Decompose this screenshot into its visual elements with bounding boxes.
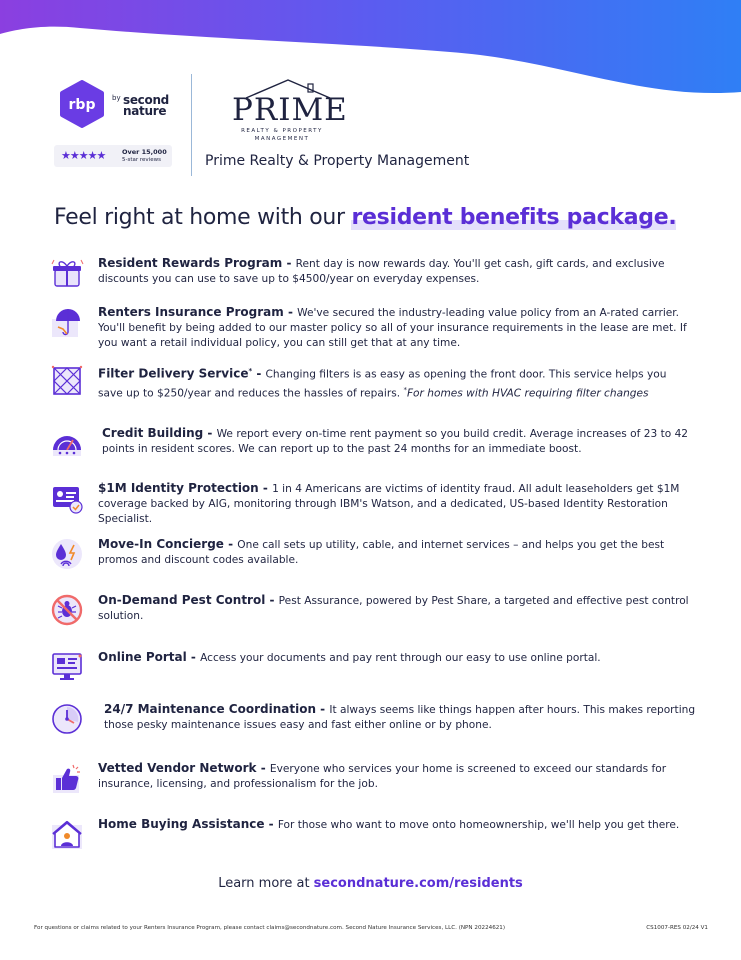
page-headline — [54, 205, 676, 230]
footer-disclaimer: For questions or claims related to your Renters Insurance Program, please contact claims@secondnature.com. Second Nature Insurance Services, LLC. (NPN 20224621) — [34, 925, 506, 931]
benefit-title-mark: * — [248, 367, 253, 375]
benefit-body: It always seems like things happen after hours. This makes reporting those pesky maintenance issues easy and fast either online or by phone. — [104, 704, 696, 731]
benefit-title-dash: - — [252, 366, 266, 381]
monitor-icon — [50, 650, 84, 684]
benefit-note: For homes with HVAC requiring filter changes — [406, 387, 649, 400]
learn-more — [0, 876, 741, 891]
benefit-title: Vetted Vendor Network - — [98, 761, 270, 775]
benefit-text — [98, 364, 693, 401]
gift-icon — [50, 256, 84, 290]
credit-gauge-icon — [50, 426, 84, 460]
benefit-body: We've secured the industry-leading value policy from an A-rated carrier. You'll benefit by being added to our master policy so all of your insurance requirements in the lease are met. If you want a retail individual policy, you can still get that at any time. — [98, 307, 687, 349]
prime-logo-subtitle-1: REALTY & PROPERTY — [241, 128, 323, 134]
benefit-title: Resident Rewards Program - — [98, 256, 296, 270]
id-card-icon — [50, 481, 84, 515]
benefit-body: 1 in 4 Americans are victims of identity fraud. All adult leaseholders get $1M coverage backed by AIG, monitoring through IBM's Watson, and a dedicated, US-based Identity Restoration Specialist. — [98, 483, 680, 525]
learn-more-link[interactable]: secondnature.com/residents — [313, 876, 523, 891]
benefit-text — [98, 256, 693, 287]
benefit-title: On-Demand Pest Control - — [98, 593, 279, 607]
benefit-body: Changing filters is as easy as opening the front door. This service helps you save up to $250/year and reduces the hassles of repairs. — [98, 368, 667, 400]
benefit-text — [98, 305, 693, 351]
benefit-text — [98, 761, 693, 792]
benefit-text — [98, 593, 693, 624]
benefit-body: Pest Assurance, powered by Pest Share, a targeted and effective pest control solution. — [98, 595, 689, 622]
prime-logo-subtitle-2: MANAGEMENT — [254, 136, 310, 142]
star-rating: ★★★★★ — [61, 149, 106, 162]
thumbs-up-icon — [50, 761, 84, 795]
rbp-by: by — [112, 94, 121, 102]
footer-code: CS1007-RES 02/24 V1 — [646, 925, 708, 931]
benefit-body: Everyone who services your home is screened to exceed our standards for insurance, licensing, and professionalism for the job. — [98, 763, 667, 790]
benefit-body: Access your documents and pay rent through our easy to use online portal. — [200, 652, 601, 664]
benefit-title: Online Portal - — [98, 650, 201, 664]
rbp-logo — [58, 80, 106, 128]
no-bug-icon — [50, 593, 84, 627]
second-nature-wordmark — [123, 95, 169, 117]
clock-icon — [50, 702, 84, 736]
learn-more-lead: Learn more at — [218, 876, 314, 891]
benefit-text — [98, 650, 693, 666]
utilities-icon — [50, 537, 84, 571]
benefit-note-mark: * — [403, 385, 407, 394]
house-icon — [50, 817, 84, 851]
benefit-text — [104, 702, 699, 733]
reviews-label: 5-star reviews — [122, 157, 161, 163]
benefit-text — [98, 537, 693, 568]
benefit-title: Filter Delivery Service — [98, 366, 249, 381]
logo-divider — [191, 74, 192, 176]
benefit-title: $1M Identity Protection - — [98, 481, 273, 495]
benefit-body: One call sets up utility, cable, and internet services – and helps you get the best promos and discount codes available. — [98, 539, 665, 566]
prime-logo: PRIME — [232, 92, 348, 128]
wordmark-line-2: nature — [123, 104, 167, 118]
benefit-body: We report every on-time rent payment so you build credit. Average increases of 23 to 42 points in resident scores. We can report up to the past 24 months for an immediate boost. — [102, 428, 689, 455]
rbp-badge-text: rbp — [68, 97, 96, 113]
filter-icon — [50, 364, 84, 398]
benefit-body: For those who want to move onto homeownership, we'll help you get there. — [277, 819, 680, 831]
wordmark-line-1: second — [123, 93, 169, 107]
benefit-title: Renters Insurance Program - — [98, 305, 298, 319]
benefit-title: Credit Building - — [102, 426, 217, 440]
benefit-body: Rent day is now rewards day. You'll get cash, gift cards, and exclusive discounts you can use to save up to $4500/year on everyday expenses. — [98, 258, 665, 285]
benefit-text — [102, 426, 697, 457]
company-name: Prime Realty & Property Management — [205, 153, 470, 169]
headline-lead: Feel right at home with our — [54, 205, 352, 230]
reviews-count: Over 15,000 — [122, 148, 167, 156]
umbrella-house-icon — [50, 305, 84, 339]
reviews-badge — [54, 145, 172, 167]
benefit-text — [98, 817, 693, 833]
benefit-title: Home Buying Assistance - — [98, 817, 278, 831]
benefit-title: 24/7 Maintenance Coordination - — [104, 702, 330, 716]
headline-highlight: resident benefits package. — [351, 205, 677, 230]
benefit-text — [98, 481, 693, 527]
benefit-title: Move-In Concierge - — [98, 537, 238, 551]
